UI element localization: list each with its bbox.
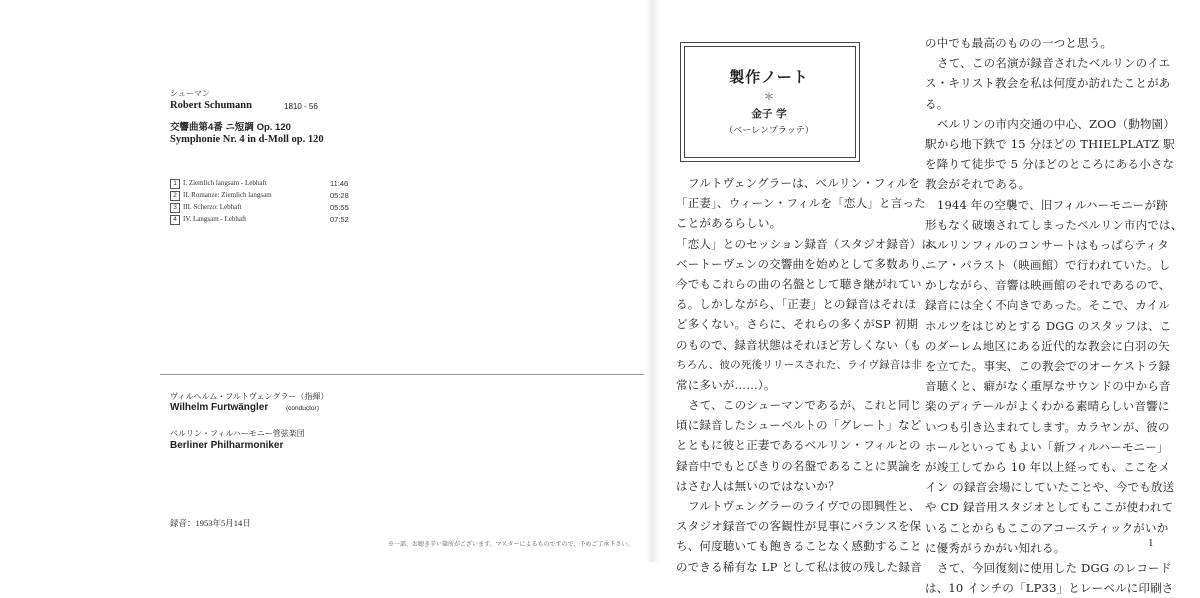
page-number: 1 [1148, 537, 1154, 549]
essay-line: さて、このシューマンであるが、これと同じ [688, 398, 922, 413]
orchestra-kana: ベルリン・フィルハーモニー管弦楽団 [170, 429, 305, 438]
essay-line: 今でもこれらの曲の名盤として聴き継がれてい [676, 276, 922, 291]
essay-line: ベートーヴェンの交響曲を始めとして多数あり、 [676, 256, 933, 271]
essay-line: が竣工してから 10 年以上経っても、ここをメ [925, 459, 1171, 474]
essay-line: を降りて徒歩で 5 分ほどのところにある小さな [925, 157, 1175, 172]
essay-line: る。 [925, 96, 949, 111]
essay-line: ホールといってもよい「新フィルハーモニー」 [925, 439, 1169, 454]
track-number: 3 [170, 203, 180, 213]
essay-line: 頃に録音したシューベルトの「グレート」など [676, 418, 922, 433]
essay-line: 1944 年の空襲で、旧フィルハーモニーが跡 [937, 197, 1168, 212]
essay-line: ニア・パラスト（映画館）で行われていた。し [925, 258, 1171, 273]
essay-line: かしながら、音響は映画館のそれであるので、 [925, 278, 1171, 293]
track-duration: 07:52 [330, 215, 349, 224]
essay-line: はさむ人は無いのではないか？ [676, 478, 840, 493]
right-page [600, 0, 1200, 596]
divider [160, 374, 644, 375]
conductor-role: (conductor) [286, 405, 319, 412]
essay-line: 常に多いが……）。 [676, 377, 776, 392]
box-star: ＊ [764, 92, 774, 103]
composer-years: 1810 - 56 [284, 102, 318, 111]
track-item [170, 214, 360, 226]
essay-line: 「正妻」、ウィーン・フィルを「恋人」と言った [676, 196, 926, 211]
track-duration: 11:46 [330, 179, 349, 188]
essay-line: フルトヴェングラーは、ベルリン・フィルを [688, 176, 920, 190]
track-list [170, 178, 360, 226]
essay-line: る。しかしながら、「正妻」との録音はそれほ [676, 297, 916, 312]
essay-line: さて、今回復刻に使用した DGG のレコード [937, 560, 1172, 575]
footnote: ※一部、お聴き辛い箇所がございます。マスターによるものですので、予めご了承下さい。 [388, 542, 634, 548]
essay-column-1 [676, 173, 945, 577]
essay-line: いつも引き込まれてします。カラヤンが、彼の [925, 419, 1170, 434]
track-item [170, 190, 360, 202]
track-title: I. Ziemlich langsam - Lebhaft [183, 179, 267, 187]
essay-column-2 [925, 33, 1182, 598]
recording-date: 録音：1953年5月14日 [170, 518, 251, 528]
composer-name: Robert Schumann [170, 100, 252, 111]
essay-line: いることからもここのアコースティックがいか [925, 520, 1169, 535]
essay-line: は、10 インチの「LP33」とレーベルに印刷さ [925, 581, 1174, 596]
essay-line: ベルリンの市内交通の中心、ZOO（動物園） [937, 116, 1176, 131]
essay-line: フルトヴェングラーのライヴでの即興性と、 [688, 499, 921, 513]
essay-line: 教会がそれである。 [925, 177, 1031, 192]
orchestra-name: Berliner Philharmoniker [170, 440, 284, 451]
essay-line: ことがあるらしい。 [676, 216, 782, 231]
track-duration: 05:55 [330, 203, 349, 212]
essay-line: 「恋人」とのセッション録音（スタジオ録音）は、 [676, 236, 945, 251]
author-name: 金子 学 [751, 108, 787, 120]
essay-line: ち、何度聴いても飽きることなく感動すること [676, 539, 922, 554]
essay-line: ど多くない。さらに、それらの多くがSP 初期 [676, 317, 919, 332]
work-title-de: Symphonie Nr. 4 in d-Moll op. 120 [170, 134, 324, 145]
essay-line: ス・キリスト教会を私は何度か訪れたことがあ [925, 76, 1171, 91]
left-page [0, 0, 634, 562]
box-title: 製作ノート [729, 69, 809, 86]
track-item [170, 178, 360, 190]
essay-line: ベルリンフィルのコンサートはもっぱらティタ [925, 237, 1169, 252]
essay-line: 録音中でもとびきりの名盤であることに異論を [676, 458, 922, 473]
essay-line: のできる稀有な LP として私は彼の残した録音 [676, 559, 922, 574]
track-title: II. Romanze: Ziemlich langsam [183, 191, 272, 199]
essay-line: さて、この名演が録音されたベルリンのイエ [937, 56, 1171, 71]
essay-line: スタジオ録音での客観性が見事にバランスを保 [676, 519, 922, 534]
essay-line: のダーレム地区にある近代的な教会に白羽の矢 [925, 338, 1171, 353]
essay-line: イン の録音会場にしていたことや、今でも放送 [925, 480, 1175, 495]
essay-line: のもので、録音状態はそれほど芳しくない（も [676, 337, 922, 352]
essay-line: を立てた。事実、この教会でのオーケストラ録 [925, 359, 1171, 373]
track-number: 4 [170, 215, 180, 225]
composer-kana: シューマン [170, 89, 210, 98]
essay-line: とともに彼と正妻であるベルリン・フィルとの [676, 438, 921, 453]
conductor-kana: ヴィルヘルム・フルトヴェングラー（指揮） [170, 392, 329, 401]
essay-line: に優秀がうかがい知れる。 [925, 540, 1066, 555]
essay-line: 楽のディテールがよくわかる素晴らしい音響に [925, 399, 1170, 414]
author-affiliation: （ベーレンプラッテ） [724, 126, 814, 136]
work-title-jp: 交響曲第4番 ニ短調 Op. 120 [170, 122, 291, 133]
track-duration: 05:28 [330, 191, 349, 200]
conductor-name: Wilhelm Furtwängler [170, 402, 269, 413]
track-number: 1 [170, 179, 180, 189]
essay-line: や CD 録音用スタジオとしてもここが使われて [925, 500, 1174, 515]
essay-line: 音聴くと、癖がなく重厚なサウンドの中から音 [925, 379, 1171, 394]
essay-line: ちろん、彼の死後リリースされた、ライヴ録音は非 [676, 358, 922, 371]
essay-line: 録音には全く不向きであった。そこで、カイル [925, 298, 1171, 313]
essay-line: の中でも最高のものの一つと思う。 [925, 36, 1113, 50]
track-number: 2 [170, 191, 180, 201]
essay-line: 駅から地下鉄で 15 分ほどの THIELPLATZ 駅 [925, 136, 1175, 151]
track-title: IV. Langsam - Lebhaft [183, 215, 247, 223]
essay-line: ホルツをはじめとする DGG のスタッフは、こ [925, 318, 1172, 333]
track-item [170, 202, 360, 214]
track-title: III. Scherzo: Lebhaft [183, 203, 242, 211]
essay-line: 形もなく破壊されてしまったベルリン市内では、 [925, 217, 1183, 232]
